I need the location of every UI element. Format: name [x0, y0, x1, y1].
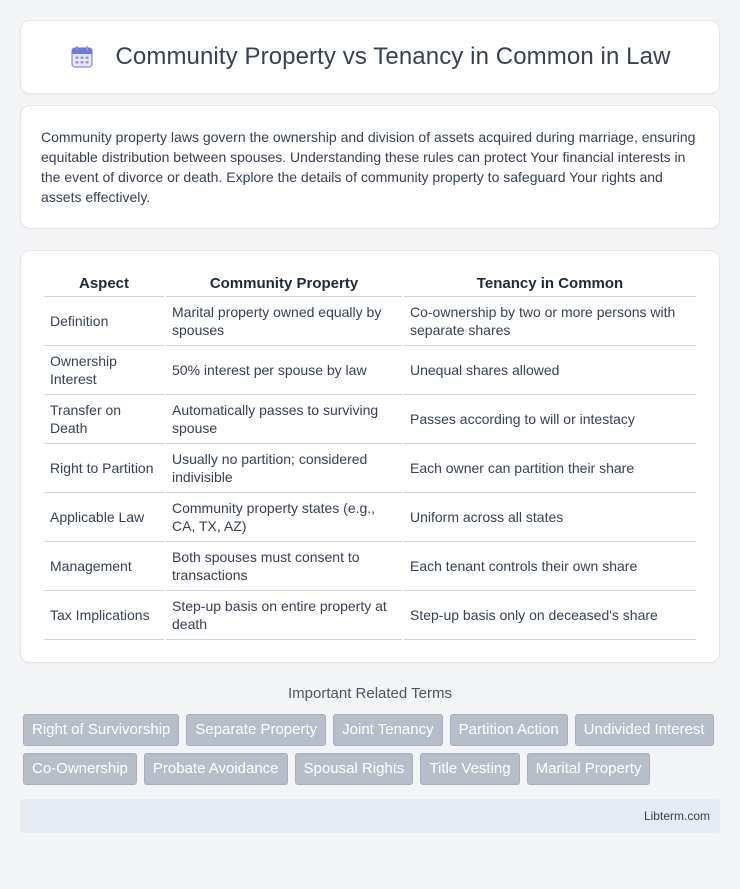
tag-co-ownership[interactable]: Co-Ownership: [23, 753, 137, 785]
cell-tenancy: Step-up basis only on deceased's share: [404, 591, 696, 640]
tag-partition-action[interactable]: Partition Action: [450, 714, 568, 746]
intro-text: Community property laws govern the ownership and division of assets acquired during marriage, ensuring equitable distribution between spouses. Understanding these rules can protect Your financial interests in the event of divorce or death. Explore the details of community property to safeguard Your rights and assets effectively.: [41, 129, 696, 205]
cell-community: Automatically passes to surviving spouse: [166, 395, 402, 444]
tag-probate-avoidance[interactable]: Probate Avoidance: [144, 753, 288, 785]
comparison-card: [20, 250, 720, 663]
cell-tenancy: Each owner can partition their share: [404, 444, 696, 493]
tag-separate-property[interactable]: Separate Property: [186, 714, 326, 746]
cell-community: Step-up basis on entire property at death: [166, 591, 402, 640]
cell-aspect: Right to Partition: [44, 444, 164, 493]
footer-brand-link[interactable]: Libterm.com: [643, 809, 710, 823]
cell-community: Community property states (e.g., CA, TX, AZ): [166, 493, 402, 542]
header-card: [20, 20, 720, 94]
related-terms-list: [20, 714, 720, 785]
table-row: [44, 395, 696, 444]
table-header-row: [44, 273, 696, 297]
table-row: [44, 444, 696, 493]
table-row: [44, 591, 696, 640]
tag-spousal-rights[interactable]: Spousal Rights: [295, 753, 414, 785]
cell-community: Usually no partition; considered indivisible: [166, 444, 402, 493]
cell-aspect: Definition: [44, 297, 164, 346]
cell-aspect: Applicable Law: [44, 493, 164, 542]
table-row: [44, 493, 696, 542]
header-community-property: Community Property: [166, 273, 402, 297]
table-row: [44, 297, 696, 346]
tag-joint-tenancy[interactable]: Joint Tenancy: [333, 714, 442, 746]
tag-right-of-survivorship[interactable]: Right of Survivorship: [23, 714, 179, 746]
calendar-icon: [69, 44, 95, 70]
cell-tenancy: Passes according to will or intestacy: [404, 395, 696, 444]
cell-community: Both spouses must consent to transactions: [166, 542, 402, 591]
cell-aspect: Ownership Interest: [44, 346, 164, 395]
cell-tenancy: Unequal shares allowed: [404, 346, 696, 395]
cell-community: Marital property owned equally by spouses: [166, 297, 402, 346]
cell-aspect: Management: [44, 542, 164, 591]
footer: [20, 799, 720, 833]
cell-aspect: Transfer on Death: [44, 395, 164, 444]
cell-community: 50% interest per spouse by law: [166, 346, 402, 395]
header-tenancy-in-common: Tenancy in Common: [404, 273, 696, 297]
tag-marital-property[interactable]: Marital Property: [527, 753, 651, 785]
tag-undivided-interest[interactable]: Undivided Interest: [575, 714, 714, 746]
page-title: Community Property vs Tenancy in Common in Law: [115, 43, 671, 70]
intro-card: [20, 105, 720, 229]
comparison-table: [42, 273, 698, 640]
table-row: [44, 346, 696, 395]
related-terms-title: Important Related Terms: [288, 685, 452, 702]
cell-tenancy: Uniform across all states: [404, 493, 696, 542]
tag-title-vesting[interactable]: Title Vesting: [420, 753, 519, 785]
table-row: [44, 542, 696, 591]
cell-tenancy: Each tenant controls their own share: [404, 542, 696, 591]
cell-aspect: Tax Implications: [44, 591, 164, 640]
header-aspect: Aspect: [44, 273, 164, 297]
cell-tenancy: Co-ownership by two or more persons with separate shares: [404, 297, 696, 346]
